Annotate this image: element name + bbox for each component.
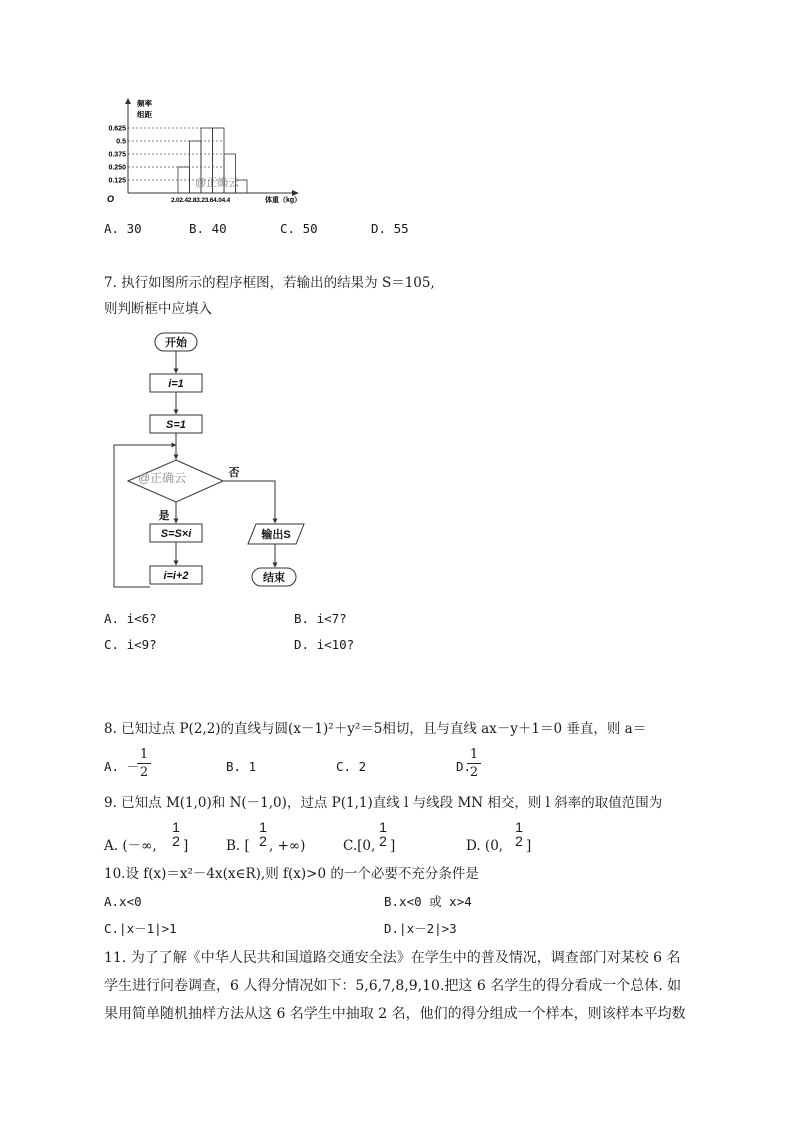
q8-stem: 8. 已知过点 P(2,2)的直线与圆(x－1)²＋y²＝5相切，且与直线 ax－y＋1＝0 垂直，则 a＝ <box>104 721 647 737</box>
q6-option-b: B. 40 <box>189 221 227 236</box>
q11-line1: 11. 为了了解《中华人民共和国道路交通安全法》在学生中的普及情况，调查部门对某校 6 名 <box>104 950 681 966</box>
fraction-denominator: 2 <box>515 833 523 849</box>
q9-option-c-start: C.[0, <box>343 838 376 854</box>
flowchart <box>108 330 328 595</box>
q6-option-a: A. 30 <box>104 221 142 236</box>
q8-option-d: D. <box>456 759 472 774</box>
histogram-bar <box>178 167 190 193</box>
q10-option-d: D.|x－2|>3 <box>384 921 457 936</box>
y-tick-label: 0.625 <box>108 125 126 133</box>
q7-stem-line2: 则判断框中应填入 <box>104 301 212 317</box>
fraction-denominator: 2 <box>469 765 479 780</box>
y-tick-label: 0.375 <box>108 151 126 159</box>
q9-option-d-end: ] <box>526 838 532 854</box>
flow-watermark: @正确云 <box>138 471 187 485</box>
flow-no-branch-line <box>223 481 275 523</box>
x-tick-labels: 2.02.42.83.23.64.04.4 <box>171 197 231 204</box>
x-axis-label: 体重（kg） <box>265 197 302 204</box>
y-label-line1: 频率 <box>137 99 152 108</box>
y-tick-label: 0.5 <box>116 138 126 146</box>
flow-increment-label: i=i+2 <box>163 570 189 582</box>
q9-option-b-end: , +∞) <box>269 838 306 854</box>
fraction-denominator: 2 <box>259 833 267 849</box>
fraction-denominator: 2 <box>172 833 180 849</box>
fraction-numerator: 1 <box>139 747 149 762</box>
q7-option-c: C. i<9? <box>104 637 157 652</box>
histogram-chart <box>100 95 310 210</box>
flow-multiply-label: S=S×i <box>160 528 192 540</box>
q9-option-d-fraction <box>513 820 525 848</box>
fraction-numerator: 1 <box>515 819 523 835</box>
origin-label: O <box>107 194 115 204</box>
fraction-denominator: 2 <box>139 765 149 780</box>
y-label-line2: 组距 <box>137 110 152 119</box>
fraction-numerator: 1 <box>172 819 180 835</box>
flow-end-label: 结束 <box>263 572 285 584</box>
y-tick-label: 0.250 <box>108 164 126 172</box>
q9-option-b-start: B. [ <box>226 838 250 854</box>
flow-init-s-label: S=1 <box>166 419 186 431</box>
q8-option-c: C. 2 <box>336 759 367 774</box>
q11-line2: 学生进行问卷调查，6 人得分情况如下：5,6,7,8,9,10.把这 6 名学生的得分看成一个总体. 如 <box>104 978 682 994</box>
flow-start-label: 开始 <box>165 337 187 349</box>
q9-stem: 9. 已知点 M(1,0)和 N(－1,0)，过点 P(1,1)直线 l 与线段 MN 相交，则 l 斜率的取值范围为 <box>104 795 663 811</box>
flow-init-i-label: i=1 <box>168 378 184 390</box>
q8-option-d-fraction <box>467 748 481 779</box>
q9-option-a-fraction <box>170 820 182 848</box>
fraction-numerator: 1 <box>259 819 267 835</box>
q9-option-a-start: A. (－∞, <box>104 838 157 854</box>
q8-option-a: A. － <box>104 759 140 774</box>
q11-line3: 果用简单随机抽样方法从这 6 名学生中抽取 2 名，他们的得分组成一个样本，则该样本平均数 <box>104 1006 686 1022</box>
y-tick-label: 0.125 <box>108 177 126 185</box>
y-axis-arrow <box>125 98 131 104</box>
flow-yes-label: 是 <box>158 510 170 522</box>
flow-output-label: 输出S <box>261 529 291 541</box>
q7-option-a: A. i<6? <box>104 611 157 626</box>
q6-option-d: D. 55 <box>371 221 409 236</box>
q9-option-b-fraction <box>257 820 269 848</box>
q9-option-d-start: D. (0, <box>466 838 504 854</box>
q10-option-b: B.x<0 或 x>4 <box>384 894 472 909</box>
q9-option-a-end: ] <box>183 838 189 854</box>
q10-option-c: C.|x－1|>1 <box>104 921 177 936</box>
fraction-denominator: 2 <box>379 833 387 849</box>
x-axis-arrow <box>292 190 299 196</box>
q10-stem: 10.设 f(x)＝x²－4x(x∈R),则 f(x)>0 的一个必要不充分条件是 <box>104 866 479 882</box>
q9-option-c-end: ] <box>390 838 396 854</box>
q9-option-c-fraction <box>377 820 389 848</box>
flow-no-label: 否 <box>228 467 240 479</box>
q8-option-a-fraction <box>137 748 151 779</box>
q7-option-d: D. i<10? <box>294 637 355 652</box>
fraction-numerator: 1 <box>379 819 387 835</box>
chart-watermark: @正确云 <box>195 177 240 189</box>
q10-option-a: A.x<0 <box>104 894 142 909</box>
q7-stem-line1: 7. 执行如图所示的程序框图，若输出的结果为 S＝105, <box>104 275 435 291</box>
q8-option-b: B. 1 <box>226 759 257 774</box>
q6-option-c: C. 50 <box>280 221 318 236</box>
fraction-numerator: 1 <box>469 747 479 762</box>
q7-option-b: B. i<7? <box>294 611 347 626</box>
